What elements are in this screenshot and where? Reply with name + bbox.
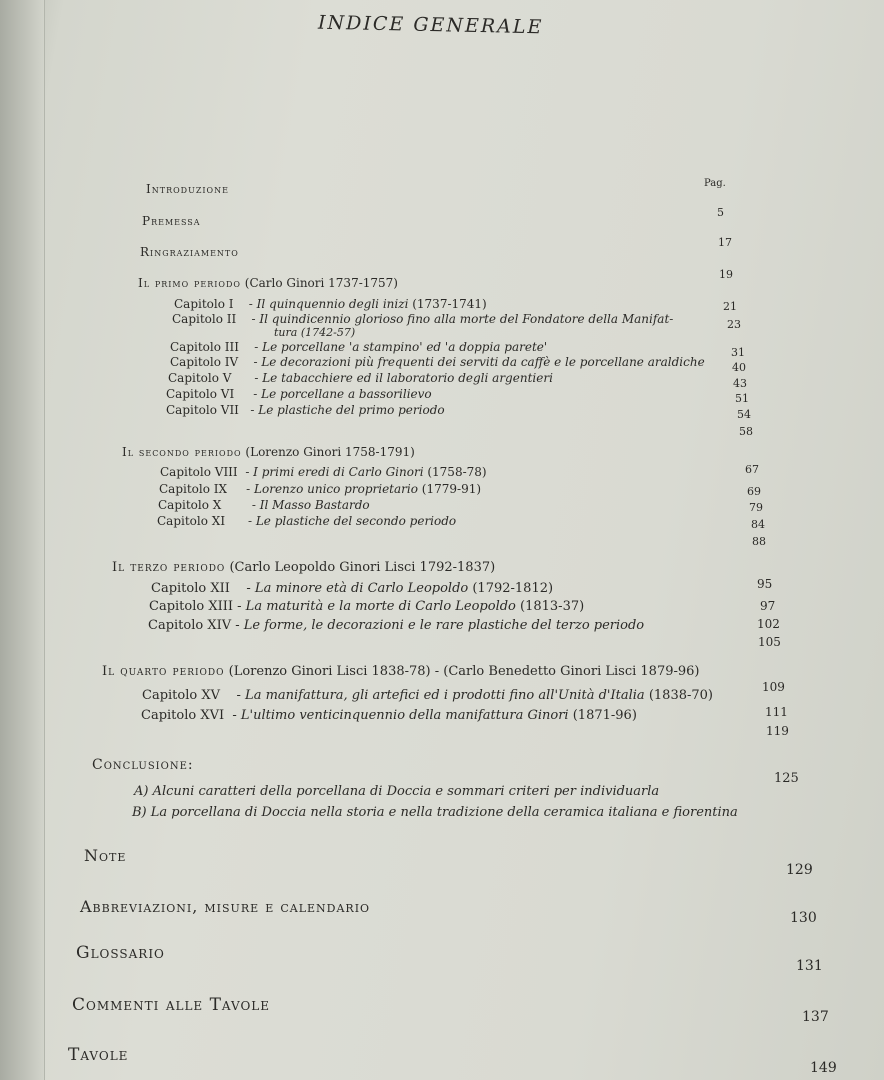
chapter-title: - L'ultimo venticinquennio della manifattura Ginori (232, 708, 569, 723)
period-title: Il primo periodo (138, 276, 241, 290)
page-number: 69 (747, 485, 761, 498)
chapter-number: Capitolo XIV (148, 618, 232, 633)
chapter-number: Capitolo II (172, 312, 237, 326)
page-number: 43 (733, 377, 747, 390)
chapter-title: - La maturità e la morte di Carlo Leopoldo (237, 599, 516, 614)
period-heading (112, 560, 495, 575)
pag-label: Pag. (704, 178, 726, 189)
chapter-row (170, 340, 547, 354)
page-number: 111 (765, 705, 788, 719)
chapter-row (159, 482, 481, 496)
page-number: 84 (751, 518, 765, 531)
period-heading (122, 445, 415, 459)
page-number: 102 (757, 617, 780, 631)
chapter-title: - Le porcellane 'a stampino' ed 'a doppia parete' (254, 340, 548, 354)
chapter-title: - Lorenzo unico proprietario (246, 482, 418, 496)
toc-entry-ringraziamento: Ringraziamento (140, 245, 239, 259)
chapter-title: - Le tabacchiere ed il laboratorio degli argentieri (254, 371, 553, 385)
page-number: 79 (749, 501, 763, 514)
chapter-title: - La manifattura, gli artefici ed i prodotti fino all'Unità d'Italia (236, 688, 645, 703)
chapter-years: (1813-37) (520, 599, 585, 614)
chapter-row (157, 514, 456, 528)
chapter-row (142, 688, 713, 703)
chapter-title: - Le decorazioni più frequenti dei serviti da caffè e le porcellane araldiche (253, 355, 705, 369)
chapter-number: Capitolo VIII (160, 465, 238, 479)
chapter-row (166, 387, 432, 401)
page-number: 109 (762, 680, 785, 694)
page-number: 97 (760, 599, 776, 613)
toc-entry-commenti: Commenti alle Tavole (72, 995, 271, 1015)
chapter-number: Capitolo XV (142, 688, 220, 703)
page-number: 19 (719, 268, 733, 281)
chapter-number: Capitolo X (158, 498, 222, 512)
page-number: 54 (737, 408, 751, 421)
chapter-number: Capitolo III (170, 340, 239, 354)
chapter-title: - Le plastiche del primo periodo (250, 403, 445, 417)
page-number: 105 (758, 635, 781, 649)
chapter-title-continuation: tura (1742-57) (274, 326, 356, 339)
chapter-years: (1792-1812) (472, 581, 554, 596)
chapter-title: - Il quinquennio degli inizi (248, 297, 409, 311)
chapter-title: - La minore età di Carlo Leopoldo (246, 581, 469, 596)
page-number: 95 (757, 577, 773, 591)
chapter-number: Capitolo IX (159, 482, 228, 496)
chapter-years: (1779-91) (421, 482, 482, 496)
chapter-row (166, 403, 445, 417)
period-title: Il secondo periodo (122, 445, 242, 459)
period-detail: (Lorenzo Ginori 1758-1791) (245, 445, 415, 459)
page-number: 51 (735, 392, 749, 405)
page-number: 67 (745, 463, 759, 476)
chapter-row (149, 599, 584, 614)
page-number: 21 (723, 300, 737, 313)
toc-entry-premessa: Premessa (142, 214, 201, 228)
chapter-number: Capitolo I (174, 297, 234, 311)
page-number: 129 (786, 862, 813, 878)
toc-entry-glossario: Glossario (76, 943, 165, 963)
chapter-row (172, 312, 673, 326)
chapter-row (174, 297, 487, 311)
period-detail: (Lorenzo Ginori Lisci 1838-78) - (Carlo Benedetto Ginori Lisci 1879-96) (228, 664, 700, 679)
chapter-row (158, 498, 370, 512)
toc-entry-abbreviazioni: Abbreviazioni, misure e calendario (80, 897, 371, 916)
chapter-row (170, 355, 705, 369)
page-number: 119 (766, 724, 789, 738)
chapter-years: (1737-1741) (412, 297, 487, 311)
chapter-number: Capitolo VI (166, 387, 235, 401)
page-number: 58 (739, 425, 753, 438)
chapter-row (151, 581, 553, 596)
chapter-number: Capitolo IV (170, 355, 239, 369)
page-title: INDICE GENERALE (317, 11, 544, 39)
conclusion-item: A) Alcuni caratteri della porcellana di Doccia e sommari criteri per individuarla (134, 784, 660, 799)
toc-entry-tavole: Tavole (68, 1045, 129, 1065)
chapter-years: (1838-70) (648, 688, 713, 703)
chapter-number: Capitolo XII (151, 581, 230, 596)
chapter-years: (1758-78) (427, 465, 487, 479)
chapter-years: (1871-96) (572, 708, 637, 723)
page-number: 40 (732, 361, 746, 374)
page-number: 125 (774, 771, 799, 786)
page-number: 130 (790, 910, 817, 926)
page-number: 23 (727, 318, 741, 331)
period-heading (102, 664, 700, 679)
chapter-title: - Il Masso Bastardo (251, 498, 370, 512)
period-title: Il quarto periodo (102, 664, 225, 679)
chapter-title: - Le porcellane a bassorilievo (253, 387, 432, 401)
chapter-title: - Il quindicennio glorioso fino alla morte del Fondatore della Manifat- (251, 312, 674, 326)
page-number: 149 (810, 1060, 837, 1076)
chapter-title: - I primi eredi di Carlo Ginori (245, 465, 424, 479)
period-heading (138, 276, 398, 290)
chapter-number: Capitolo XVI (141, 708, 225, 723)
period-detail: (Carlo Ginori 1737-1757) (244, 276, 398, 290)
page-number: 31 (731, 346, 745, 359)
period-title: Il terzo periodo (112, 560, 226, 575)
chapter-number: Capitolo V (168, 371, 232, 385)
chapter-row (168, 371, 553, 385)
chapter-number: Capitolo VII (166, 403, 239, 417)
chapter-number: Capitolo XIII (149, 599, 234, 614)
toc-entry-introduzione: Introduzione (146, 182, 229, 196)
page-number: 88 (752, 535, 766, 548)
toc-entry-note: Note (84, 846, 127, 865)
period-detail: (Carlo Leopoldo Ginori Lisci 1792-1837) (229, 560, 496, 575)
chapter-row (160, 465, 487, 479)
conclusion-heading: Conclusione: (92, 757, 194, 773)
chapter-title: - Le plastiche del secondo periodo (247, 514, 457, 528)
chapter-title: - Le forme, le decorazioni e le rare plastiche del terzo periodo (235, 618, 645, 633)
page-number: 5 (717, 206, 724, 219)
page-number: 131 (796, 958, 823, 974)
page-number: 17 (718, 236, 732, 249)
chapter-row (148, 618, 644, 633)
conclusion-item: B) La porcellana di Doccia nella storia e nella tradizione della ceramica italiana e fiorentina (132, 805, 738, 820)
chapter-number: Capitolo XI (157, 514, 226, 528)
page-number: 137 (802, 1009, 829, 1025)
chapter-row (141, 708, 637, 723)
